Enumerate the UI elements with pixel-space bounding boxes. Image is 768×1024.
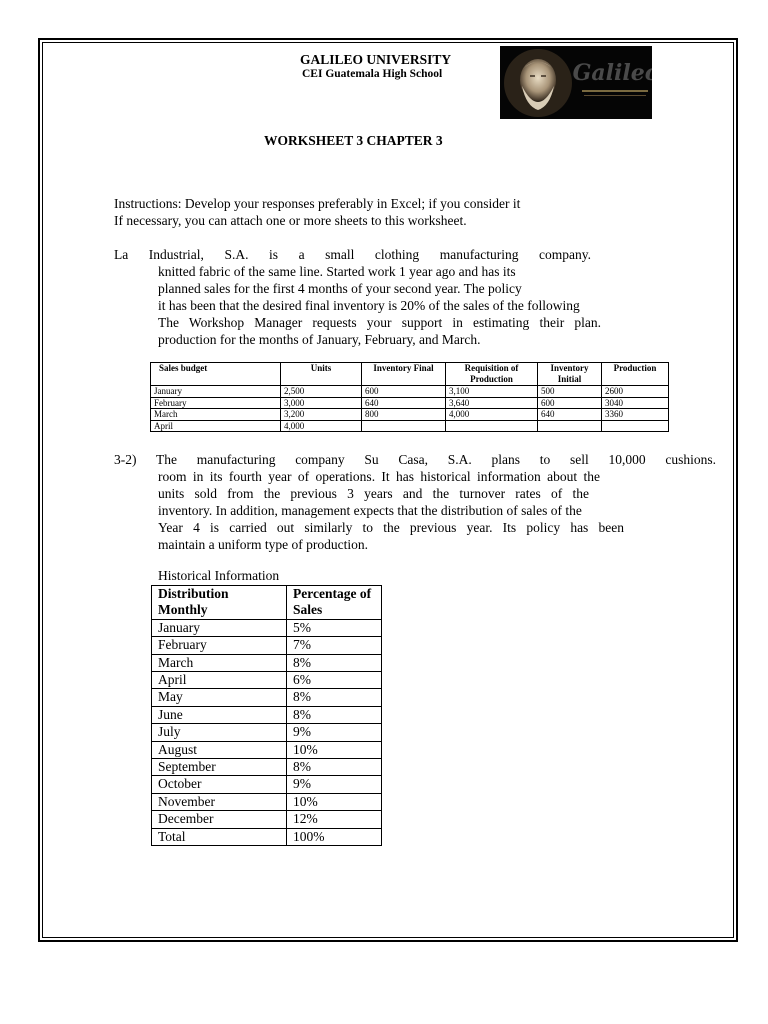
- galileo-logo: [500, 46, 652, 119]
- month-cell: January: [152, 619, 287, 636]
- month-cell: Total: [152, 828, 287, 845]
- problem2-line-1: The manufacturing company Su Casa, S.A. plans to sell 10,000 cushions.: [156, 452, 716, 467]
- month-cell: December: [152, 811, 287, 828]
- col-percentage-of-sales: Percentage of Sales: [287, 586, 382, 620]
- month-cell: September: [152, 759, 287, 776]
- table-row: [152, 759, 382, 776]
- table-row: [151, 397, 669, 409]
- percentage-cell: 7%: [287, 637, 382, 654]
- month-cell: July: [152, 724, 287, 741]
- problem1-line-5: The Workshop Manager requests your support in estimating their plan.: [158, 315, 601, 330]
- month-cell: November: [152, 793, 287, 810]
- table-cell: 3,000: [281, 397, 362, 409]
- problem1-line-1: La Industrial, S.A. is a small clothing manufacturing company.: [114, 247, 591, 262]
- problem2-line-2: room in its fourth year of operations. It has historical information about the: [158, 469, 600, 484]
- problem1-line-3: planned sales for the first 4 months of your second year. The policy: [158, 281, 522, 296]
- table-row: [151, 420, 669, 432]
- table-cell: 2,500: [281, 386, 362, 398]
- instructions-line-1: Instructions: Develop your responses preferably in Excel; if you consider it: [114, 196, 521, 211]
- percentage-cell: 9%: [287, 776, 382, 793]
- col-requisition: Requisition of Production: [446, 363, 538, 386]
- table-cell: 3040: [602, 397, 669, 409]
- percentage-cell: 5%: [287, 619, 382, 636]
- percentage-cell: 100%: [287, 828, 382, 845]
- month-cell: March: [152, 654, 287, 671]
- table-cell: April: [151, 420, 281, 432]
- table-row: [152, 724, 382, 741]
- table-row: [152, 793, 382, 810]
- month-cell: April: [152, 672, 287, 689]
- problem2-number: 3-2): [114, 452, 137, 467]
- logo-lettering: Galileo: [572, 60, 652, 86]
- table-cell: March: [151, 409, 281, 421]
- table-row: [152, 689, 382, 706]
- table-cell: February: [151, 397, 281, 409]
- percentage-cell: 10%: [287, 741, 382, 758]
- percentage-cell: 9%: [287, 724, 382, 741]
- table-cell: 500: [538, 386, 602, 398]
- sales-budget-table: [150, 362, 669, 432]
- table-row: [151, 386, 669, 398]
- table-row: [152, 637, 382, 654]
- problem1-line-2: knitted fabric of the same line. Started work 1 year ago and has its: [158, 264, 516, 279]
- table-header-row: [151, 363, 669, 386]
- table-cell: 3,100: [446, 386, 538, 398]
- table-cell: [538, 420, 602, 432]
- table-row: [152, 706, 382, 723]
- problem2-line-4: inventory. In addition, management expects that the distribution of sales of the: [158, 503, 582, 518]
- table-header-row: [152, 586, 382, 620]
- table-row: [152, 811, 382, 828]
- percentage-cell: 6%: [287, 672, 382, 689]
- table-cell: 800: [362, 409, 446, 421]
- table-cell: [362, 420, 446, 432]
- month-cell: February: [152, 637, 287, 654]
- instructions-line-2: If necessary, you can attach one or more sheets to this worksheet.: [114, 213, 467, 228]
- month-cell: August: [152, 741, 287, 758]
- month-cell: October: [152, 776, 287, 793]
- col-distribution-monthly: Distribution Monthly: [152, 586, 287, 620]
- problem2-line-6: maintain a uniform type of production.: [158, 537, 368, 552]
- col-inventory-initial: Inventory Initial: [538, 363, 602, 386]
- col-units: Units: [281, 363, 362, 386]
- table-cell: [602, 420, 669, 432]
- percentage-cell: 10%: [287, 793, 382, 810]
- problem1-line-6: production for the months of January, February, and March.: [158, 332, 481, 347]
- table-cell: 2600: [602, 386, 669, 398]
- percentage-cell: 8%: [287, 706, 382, 723]
- table-row: [152, 654, 382, 671]
- table-row: [152, 741, 382, 758]
- table-cell: 4,000: [446, 409, 538, 421]
- table-cell: 640: [538, 409, 602, 421]
- col-inventory-final: Inventory Final: [362, 363, 446, 386]
- month-cell: June: [152, 706, 287, 723]
- col-sales-budget: Sales budget: [151, 363, 281, 386]
- table-cell: January: [151, 386, 281, 398]
- percentage-cell: 8%: [287, 654, 382, 671]
- table-cell: 4,000: [281, 420, 362, 432]
- worksheet-title: WORKSHEET 3 CHAPTER 3: [264, 133, 443, 148]
- table-cell: 640: [362, 397, 446, 409]
- month-cell: May: [152, 689, 287, 706]
- galileo-portrait-icon: [500, 46, 652, 119]
- table-row: [152, 828, 382, 845]
- school-name: CEI Guatemala High School: [302, 68, 443, 80]
- table-row: [152, 776, 382, 793]
- table-cell: [446, 420, 538, 432]
- table-cell: 600: [362, 386, 446, 398]
- table-cell: 3,200: [281, 409, 362, 421]
- table-row: [152, 619, 382, 636]
- problem2-line-5: Year 4 is carried out similarly to the previous year. Its policy has been: [158, 520, 624, 535]
- university-name: GALILEO UNIVERSITY: [300, 52, 452, 67]
- problem1-line-4: it has been that the desired final inventory is 20% of the sales of the following: [158, 298, 580, 313]
- table-cell: 3360: [602, 409, 669, 421]
- col-production: Production: [602, 363, 669, 386]
- percentage-cell: 8%: [287, 689, 382, 706]
- table-cell: 3,640: [446, 397, 538, 409]
- table-cell: 600: [538, 397, 602, 409]
- percentage-cell: 12%: [287, 811, 382, 828]
- percentage-cell: 8%: [287, 759, 382, 776]
- table-row: [152, 672, 382, 689]
- historical-table-body: [152, 619, 382, 845]
- historical-caption: Historical Information: [158, 568, 280, 583]
- problem2-line-3: units sold from the previous 3 years and the turnover rates of the: [158, 486, 589, 501]
- table-row: [151, 409, 669, 421]
- historical-table: [151, 585, 382, 846]
